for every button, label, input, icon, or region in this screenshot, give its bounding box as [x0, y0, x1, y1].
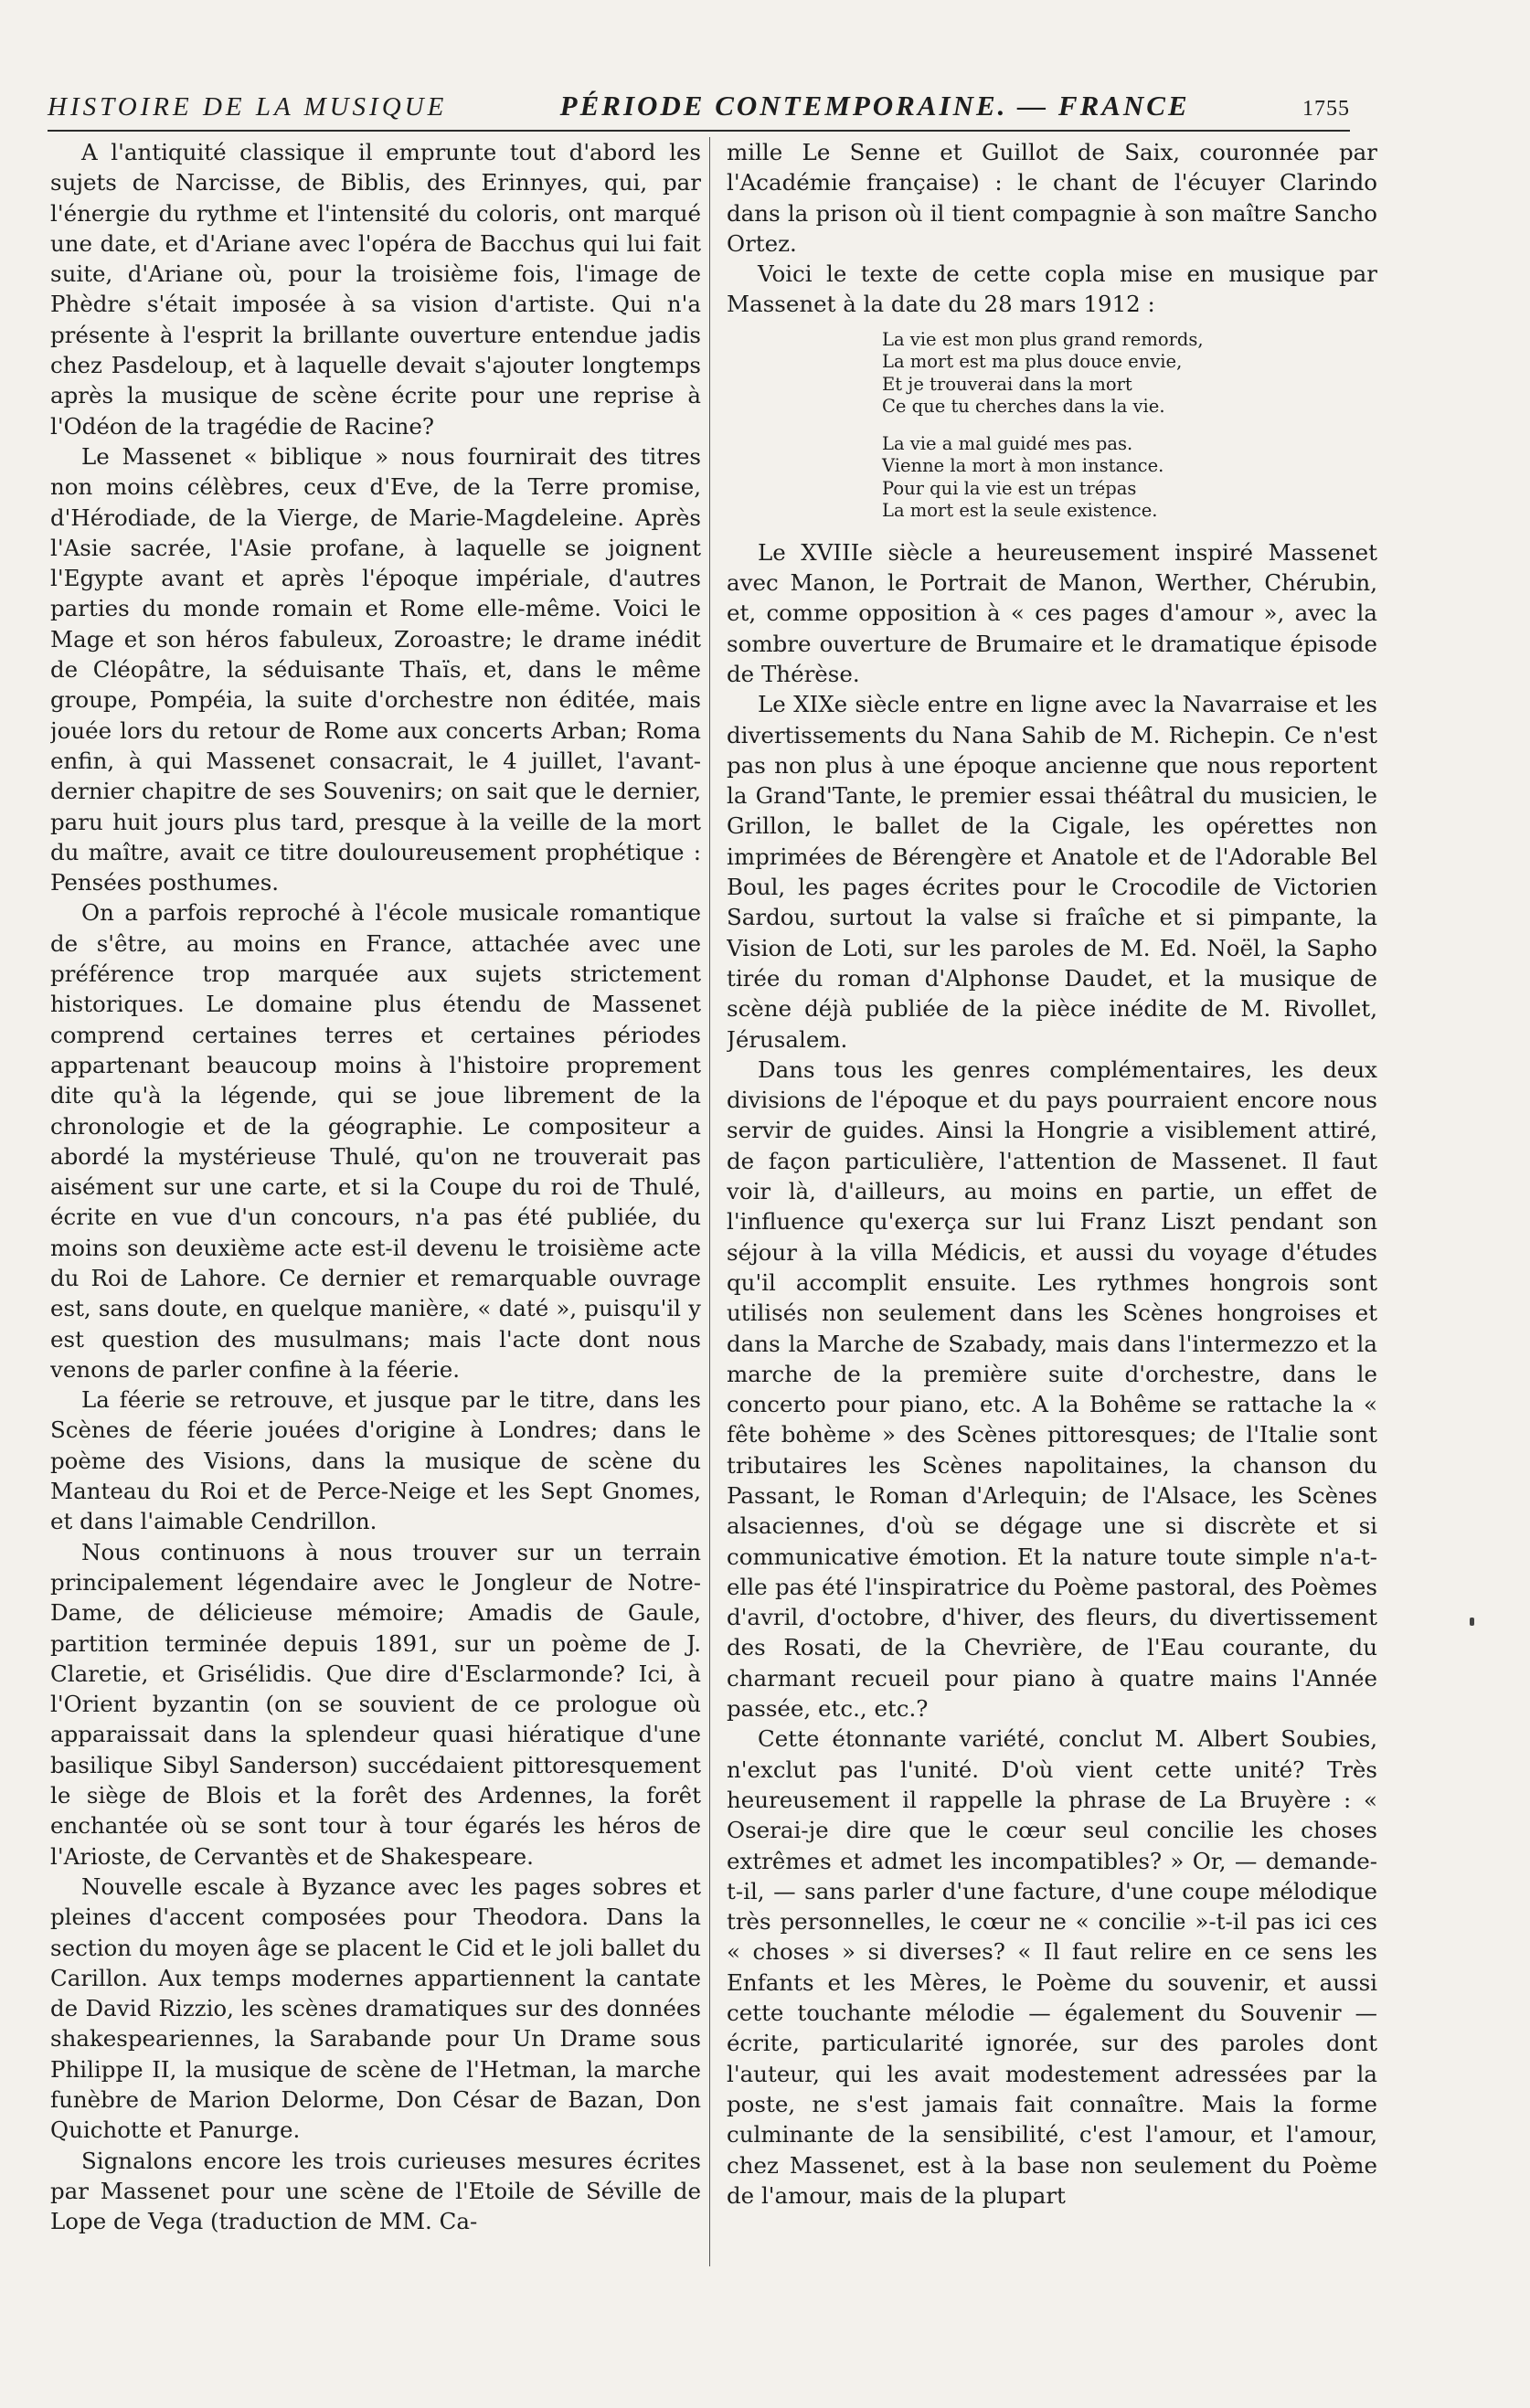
- paragraph: Le Massenet « biblique » nous fournirait des titres non moins célèbres, ceux d'Eve, de la Terre promise, d'Hérodiade, de la Vierge, de Marie-Magdeleine. Après l'Asie sacrée, l'Asie profane, à laquelle se joignent l'Egypte avant et après l'époque impériale, d'autres parties du monde romain et Rome elle-même. Voici le Mage et son héros fabuleux, Zoroastre; le drame inédit de Cléopâtre, la séduisante Thaïs, et, dans le même groupe, Pompéia, la suite d'orchestre non éditée, mais jouée lors du retour de Rome aux concerts Arban; Roma enfin, à qui Massenet consacrait, le 4 juillet, l'avant-dernier chapitre de ses Souvenirs; on sait que le dernier, paru huit jours plus tard, presque à la veille de la mort du maître, avait ce titre douloureusement prophétique : Pensées posthumes.: [50, 442, 701, 896]
- paragraph: La féerie se retrouve, et jusque par le titre, dans les Scènes de féerie jouées d'origine à Londres; dans le poème des Visions, dans la musique de scène du Manteau du Roi et de Perce-Neige et les Sept Gnomes, et dans l'aimable Cendrillon.: [50, 1386, 701, 1535]
- poem-line: Et je trouverai dans la mort: [882, 373, 1132, 395]
- poem-line: La vie a mal guidé mes pas.: [882, 432, 1133, 454]
- poem-line: La mort est ma plus douce envie,: [882, 351, 1183, 373]
- paragraph: Dans tous les genres complémentaires, les deux divisions de l'époque et du pays pourraient encore nous servir de guides. Ainsi la Hongrie a visiblement attiré, de façon particulière, l'attention de Massenet. Il faut voir là, d'ailleurs, au moins en partie, un effet de l'influence qu'exerça sur lui Franz Liszt pendant son séjour à la villa Médicis, et aussi du voyage d'études qu'il accomplit ensuite. Les rythmes hongrois sont utilisés non seulement dans les Scènes hongroises et dans la Marche de Szabady, mais dans l'intermezzo et la marche de la première suite d'orchestre, dans le concerto pour piano, etc. A la Bohême se rattache la « fête bohème » des Scènes pittoresques; de l'Italie sont tributaires les Scènes napolitaines, la chanson du Passant, le Roman d'Arlequin; de l'Alsace, les Scènes alsaciennes, d'où se dégage une si discrète et si communicative émotion. Et la nature toute simple n'a-t-elle pas été l'inspiratrice du Poème pastoral, des Poèmes d'avril, d'octobre, d'hiver, des fleurs, du divertissement des Rosati, de la Chevrière, de l'Eau courante, du charmant recueil pour piano à quatre mains l'Année passée, etc., etc.?: [727, 1055, 1377, 1723]
- paragraph: Le XIXe siècle entre en ligne avec la Navarraise et les divertissements du Nana Sahib de M. Richepin. Ce n'est pas non plus à une époque ancienne que nous reportent la Grand'Tante, le premier essai théâtral du musicien, le Grillon, le ballet de la Cigale, les opérettes non imprimées de Bérengère et Anatole et de l'Adorable Bel Boul, les pages écrites pour le Crocodile de Victorien Sardou, surtout la valse si fraîche et si pimpante, la Vision de Loti, sur les paroles de M. Ed. Noël, la Sapho tirée du roman d'Alphonse Daudet, et la musique de scène déjà publiée de la pièce inédite de M. Rivollet, Jérusalem.: [727, 691, 1377, 1053]
- paragraph: Nouvelle escale à Byzance avec les pages sobres et pleines d'accent composées pour Theodora. Dans la section du moyen âge se placent le Cid et le joli ballet du Carillon. Aux temps modernes appartiennent la cantate de David Rizzio, les scènes dramatiques sur des données shakespeariennes, la Sarabande pour Un Drame sous Philippe II, la musique de scène de l'Hetman, la marche funèbre de Marion Delorme, Don César de Bazan, Don Quichotte et Panurge.: [50, 1872, 701, 2144]
- poem-copla: [882, 329, 1377, 523]
- paragraph: Cette étonnante variété, conclut M. Albert Soubies, n'exclut pas l'unité. D'où vient cette unité? Très heureusement il rappelle la phrase de La Bruyère : « Oserai-je dire que le cœur seul concilie les choses extrêmes et admet les incompatibles? » Or, — demande-t-il, — sans parler d'une facture, d'une coupe mélodique très personnelles, le cœur ne « concilie »-t-il pas ici ces « choses » si diverses? « Il faut relire en ce sens les Enfants et les Mères, le Poème du souvenir, et aussi cette touchante mélodie — également du Souvenir — écrite, particularité ignorée, sur des paroles dont l'auteur, qui les avait modestement adressées par la poste, ne s'est jamais fait connaître. Mais la forme culminante de la sensibilité, c'est l'amour, et l'amour, chez Massenet, est à la base non seulement du Poème de l'amour, mais de la plupart: [727, 1725, 1377, 2209]
- paragraph: Signalons encore les trois curieuses mesures écrites par Massenet pour une scène de l'Etoile de Séville de Lope de Vega (traduction de MM. Ca-: [50, 2147, 701, 2235]
- header-rule: [48, 130, 1350, 132]
- paragraph: A l'antiquité classique il emprunte tout d'abord les sujets de Narcisse, de Biblis, des Erinnyes, qui, par l'énergie du rythme et l'intensité du coloris, ont marqué une date, et d'Ariane avec l'opéra de Bacchus qui lui fait suite, d'Ariane où, pour la troisième fois, l'image de Phèdre s'était imposée à sa vision d'artiste. Qui n'a présente à l'esprit la brillante ouverture entendue jadis chez Pasdeloup, et à laquelle devait s'ajouter longtemps après la musique de scène écrite pour une reprise à l'Odéon de la tragédie de Racine?: [50, 139, 701, 440]
- paragraph: Voici le texte de cette copla mise en musique par Massenet à la date du 28 mars 1912 :: [727, 260, 1377, 318]
- poem-line: Pour qui la vie est un trépas: [882, 477, 1137, 499]
- header-book-title: HISTOIRE DE LA MUSIQUE: [48, 92, 448, 122]
- right-column: [727, 137, 1377, 2376]
- running-header: [48, 90, 1350, 126]
- margin-mark: [1470, 1618, 1474, 1626]
- poem-stanza: [882, 329, 1377, 419]
- poem-line: Vienne la mort à mon instance.: [882, 455, 1164, 477]
- paragraph: Le XVIIIe siècle a heureusement inspiré Massenet avec Manon, le Portrait de Manon, Werther, Chérubin, et, comme opposition à « ces pages d'amour », avec la sombre ouverture de Brumaire et le dramatique épisode de Thérèse.: [727, 538, 1377, 687]
- left-column: [50, 137, 701, 2376]
- poem-stanza: [882, 433, 1377, 523]
- paragraph-continuation: mille Le Senne et Guillot de Saix, couronnée par l'Académie française) : le chant de l'écuyer Clarindo dans la prison où il tient compagnie à son maître Sancho Ortez.: [727, 139, 1377, 257]
- poem-line: La mort est la seule existence.: [882, 500, 1158, 522]
- paragraph: Nous continuons à nous trouver sur un terrain principalement légendaire avec le Jongleur de Notre-Dame, de délicieuse mémoire; Amadis de Gaule, partition terminée depuis 1891, sur un poème de J. Claretie, et Grisélidis. Que dire d'Esclarmonde? Ici, à l'Orient byzantin (on se souvient de ce prologue où apparaissait dans la splendeur quasi hiératique d'une basilique Sibyl Sanderson) succédaient pittoresquement le siège de Blois et la forêt des Ardennes, la forêt enchantée où se sont tour à tour égarés les héros de l'Arioste, de Cervantès et de Shakespeare.: [50, 1538, 701, 1870]
- poem-line: Ce que tu cherches dans la vie.: [882, 396, 1165, 418]
- poem-line: La vie est mon plus grand remords,: [882, 328, 1204, 350]
- column-divider: [709, 137, 710, 2266]
- paragraph: On a parfois reproché à l'école musicale romantique de s'être, au moins en France, attachée avec une préférence trop marquée aux sujets strictement historiques. Le domaine plus étendu de Massenet comprend certaines terres et certaines périodes appartenant beaucoup moins à l'histoire proprement dite qu'à la légende, qui se joue librement de la chronologie et de la géographie. Le compositeur a abordé la mystérieuse Thulé, qu'on ne trouverait pas aisément sur une carte, et si la Coupe du roi de Thulé, écrite en vue d'un concours, n'a pas été publiée, du moins son deuxième acte est-il devenu le troisième acte du Roi de Lahore. Ce dernier et remarquable ouvrage est, sans doute, en quelque manière, « daté », puisqu'il y est question des musulmans; mais l'acte dont nous venons de parler confine à la féerie.: [50, 899, 701, 1383]
- header-section-title: PÉRIODE CONTEMPORAINE. — FRANCE: [559, 90, 1190, 122]
- page-number: 1755: [1302, 97, 1350, 121]
